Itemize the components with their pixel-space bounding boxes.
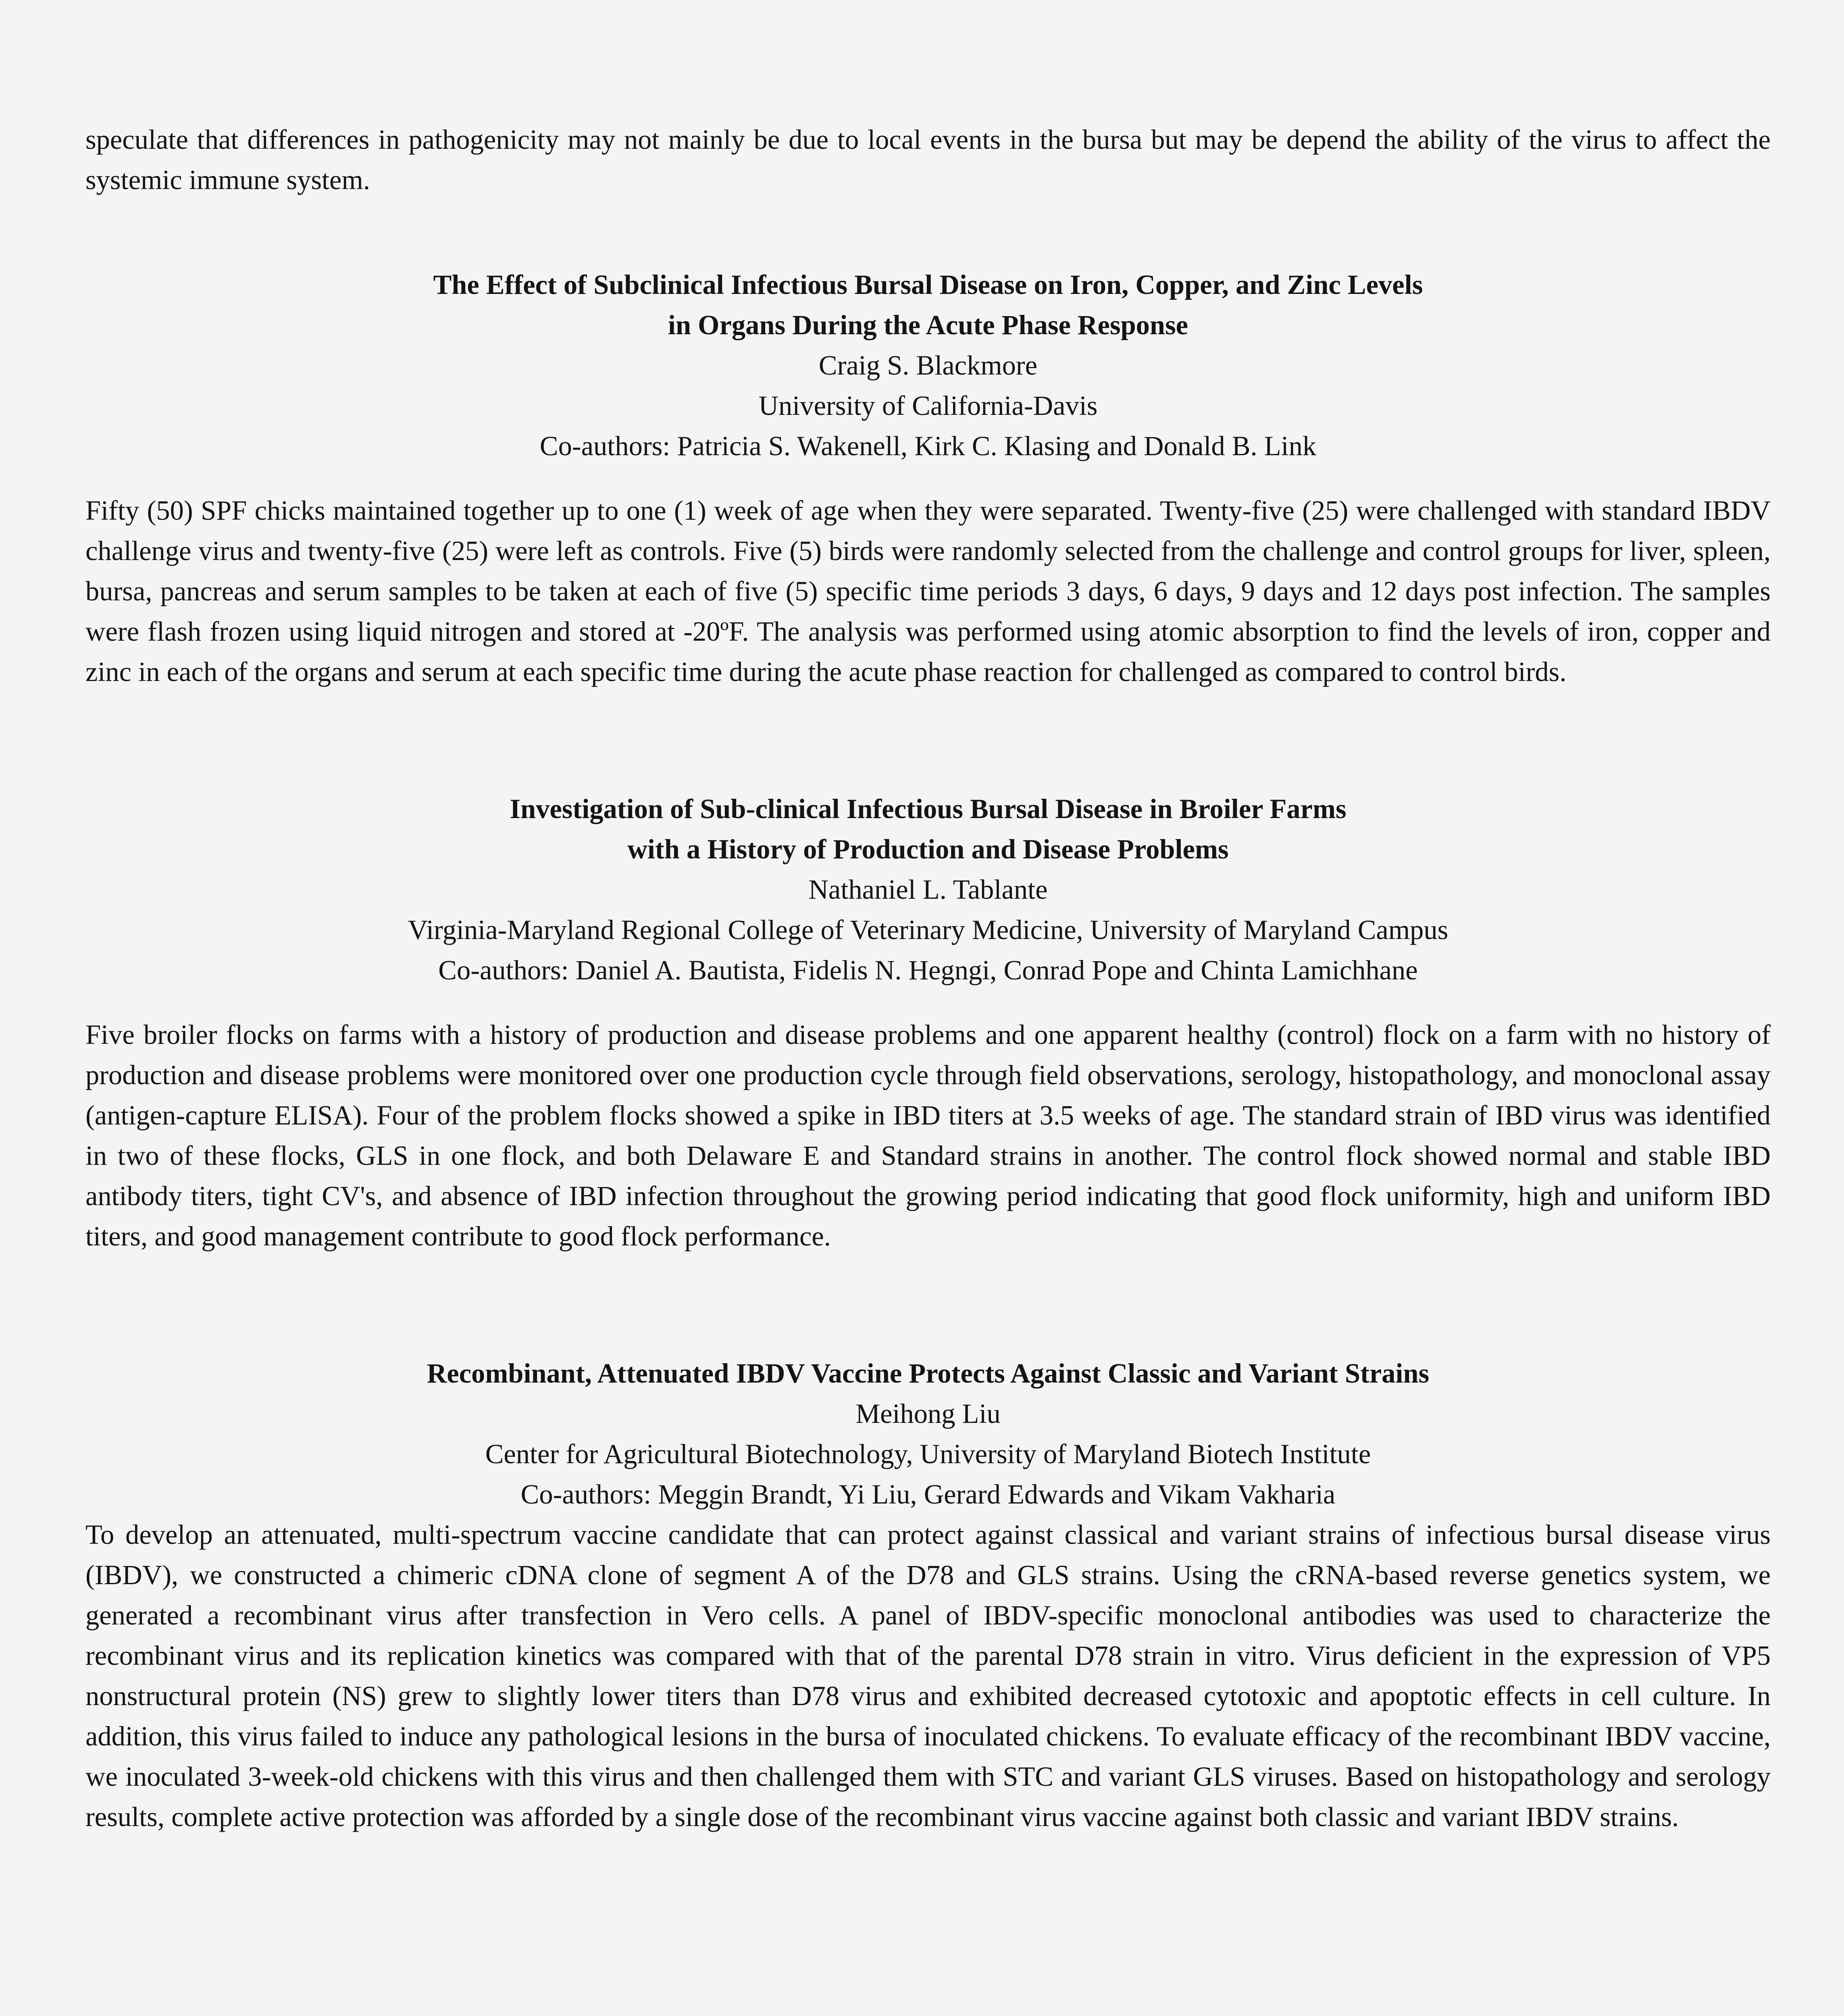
article-title-continued: in Organs During the Acute Phase Response [668,310,1188,340]
article-author: Craig S. Blackmore [818,350,1038,381]
section-spacer [85,466,1771,490]
article-author: Meihong Liu [855,1398,1001,1429]
article-abstract: Fifty (50) SPF chicks maintained together up to one (1) week of age when they were separated. Twenty-five (25) were challenged with standard IBDV challenge virus and twenty-five (25) were left as controls. Five (5) birds were randomly selected from the challenge and control groups for liver, spleen, bursa, pancreas and serum samples to be taken at each of five (5) specific time periods 3 days, 6 days, 9 days and 12 days post infection. The samples were flash frozen using liquid nitrogen and stored at -20ºF. The analysis was performed using atomic absorption to find the levels of iron, copper and zinc in each of the organs and serum at each specific time during the acute phase reaction for challenged as compared to control birds. [85,495,1771,687]
article-affiliation: University of California-Davis [758,390,1098,421]
abstract-section-broiler-farms [85,789,1771,1256]
article-title: Investigation of Sub-clinical Infectious Bursal Disease in Broiler Farms [510,793,1347,824]
intro-paragraph: speculate that differences in pathogenicity may not mainly be due to local events in the bursa but may be depend the ability of the virus to affect the systemic immune system. [85,124,1771,195]
article-author: Nathaniel L. Tablante [808,874,1048,905]
article-title: Recombinant, Attenuated IBDV Vaccine Protects Against Classic and Variant Strains [427,1358,1430,1389]
article-title: The Effect of Subclinical Infectious Bursal Disease on Iron, Copper, and Zinc Levels [433,269,1423,300]
section-spacer [85,692,1771,789]
abstract-section-recombinant-vaccine [85,1353,1771,1837]
article-abstract: Five broiler flocks on farms with a history of production and disease problems and one apparent healthy (control) flock on a farm with no history of production and disease problems were monitored over one production cycle through field observations, serology, histopathology, and monoclonal assay (antigen-capture ELISA). Four of the problem flocks showed a spike in IBD titers at 3.5 weeks of age. The standard strain of IBD virus was identified in two of these flocks, GLS in one flock, and both Delaware E and Standard strains in another. The control flock showed normal and stable IBD antibody titers, tight CV's, and absence of IBD infection throughout the growing period indicating that good flock uniformity, high and uniform IBD titers, and good management contribute to good flock performance. [85,1019,1771,1252]
article-title-continued: with a History of Production and Disease Problems [627,834,1229,864]
section-spacer [85,990,1771,1014]
section-spacer [85,200,1771,264]
article-abstract: To develop an attenuated, multi-spectrum vaccine candidate that can protect against classical and variant strains of infectious bursal disease virus (IBDV), we constructed a chimeric cDNA clone of segment A of the D78 and GLS strains. Using the cRNA-based reverse genetics system, we generated a recombinant virus after transfection in Vero cells. A panel of IBDV-specific monoclonal antibodies was used to characterize the recombinant virus and its replication kinetics was compared with that of the parental D78 strain in vitro. Virus deficient in the expression of VP5 nonstructural protein (NS) grew to slightly lower titers than D78 virus and exhibited decreased cytotoxic and apoptotic effects in cell culture. In addition, this virus failed to induce any pathological lesions in the bursa of inoculated chickens. To evaluate efficacy of the recombinant IBDV vaccine, we inoculated 3-week-old chickens with this virus and then challenged them with STC and variant GLS viruses. Based on histopathology and serology results, complete active protection was afforded by a single dose of the recombinant virus vaccine against both classic and variant IBDV strains. [85,1519,1771,1832]
section-spacer [85,1256,1771,1353]
article-affiliation: Center for Agricultural Biotechnology, University of Maryland Biotech Institute [485,1439,1371,1469]
article-coauthors: Co-authors: Patricia S. Wakenell, Kirk C. Klasing and Donald B. Link [539,431,1317,461]
article-affiliation: Virginia-Maryland Regional College of Veterinary Medicine, University of Maryland Campus [408,914,1449,945]
document-body [85,119,1771,1837]
abstract-section-iron-copper-zinc [85,264,1771,692]
article-coauthors: Co-authors: Daniel A. Bautista, Fidelis N. Hegngi, Conrad Pope and Chinta Lamichhane [438,955,1418,985]
article-coauthors: Co-authors: Meggin Brandt, Yi Liu, Gerard Edwards and Vikam Vakharia [520,1479,1336,1510]
